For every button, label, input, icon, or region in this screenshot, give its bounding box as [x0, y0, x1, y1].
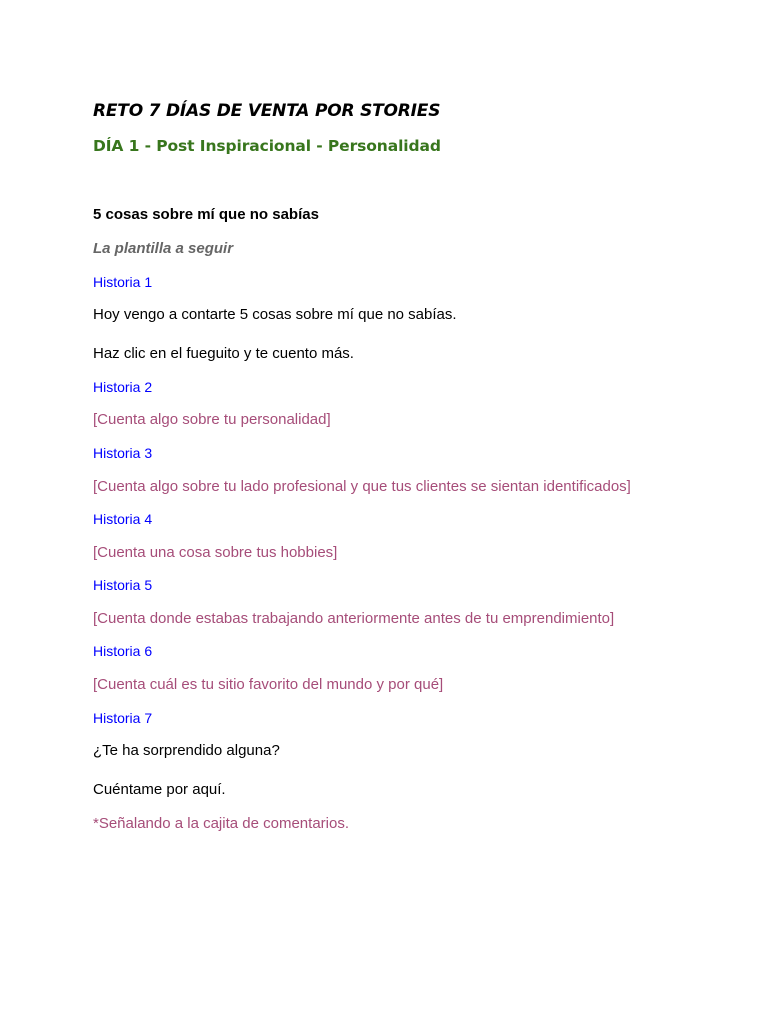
story-2-line-1: [Cuenta algo sobre tu personalidad]: [93, 411, 331, 428]
story-label-7: Historia 7: [93, 710, 153, 726]
story-7-line-1: ¿Te ha sorprendido alguna?: [93, 742, 280, 759]
story-label-1: Historia 1: [93, 274, 153, 290]
story-label-3: Historia 3: [93, 445, 153, 461]
story-7-line-2: Cuéntame por aquí.: [93, 781, 226, 798]
day-title: DÍA 1 - Post Inspiracional - Personalidad: [93, 137, 441, 155]
story-6-line-1: [Cuenta cuál es tu sitio favorito del mundo y por qué]: [93, 676, 444, 693]
story-label-4: Historia 4: [93, 511, 153, 527]
section-title: 5 cosas sobre mí que no sabías: [93, 206, 319, 223]
story-label-2: Historia 2: [93, 379, 153, 395]
story-4-line-1: [Cuenta una cosa sobre tus hobbies]: [93, 544, 338, 561]
template-label: La plantilla a seguir: [93, 240, 234, 257]
story-3-line-1: [Cuenta algo sobre tu lado profesional y que tus clientes se sientan identificados]: [93, 478, 631, 495]
story-1-line-1: Hoy vengo a contarte 5 cosas sobre mí que no sabías.: [93, 306, 457, 323]
story-1-line-2: Haz clic en el fueguito y te cuento más.: [93, 345, 354, 362]
story-label-5: Historia 5: [93, 577, 153, 593]
story-7-line-3: *Señalando a la cajita de comentarios.: [93, 815, 349, 832]
document-title: RETO 7 DÍAS DE VENTA POR STORIES: [93, 101, 441, 121]
story-5-line-1: [Cuenta donde estabas trabajando anteriormente antes de tu emprendimiento]: [93, 610, 615, 627]
story-label-6: Historia 6: [93, 643, 153, 659]
